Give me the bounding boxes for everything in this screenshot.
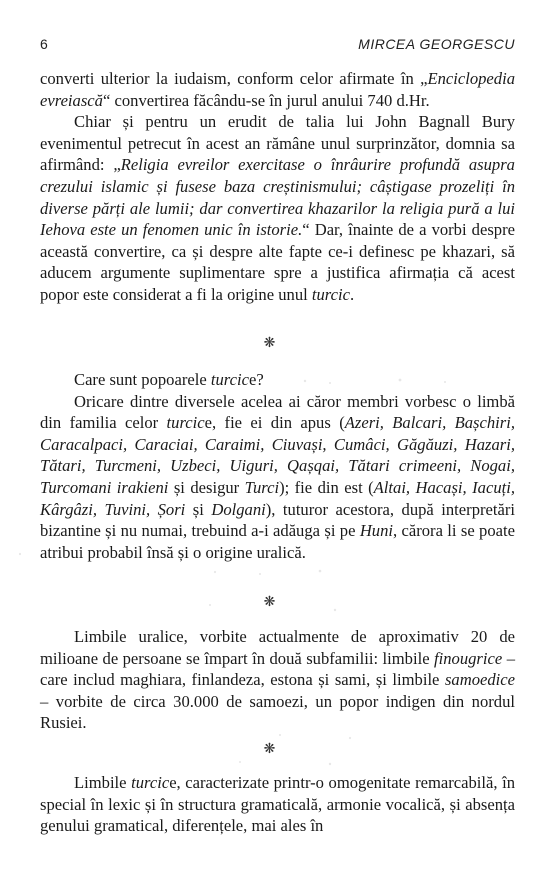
paragraph: converti ulterior la iudaism, conform celor afirmate în „Enciclopedia evreiască“ convertirea făcându-se în jurul anului 740 d.Hr. xyxy=(40,69,515,110)
asterism-ornament-icon: ❋ xyxy=(263,741,276,757)
paragraph: Care sunt popoarele turcice? xyxy=(74,370,264,389)
text-block-1 xyxy=(40,68,515,306)
paragraph: Oricare dintre diversele acelea ai căror membri vorbesc o limbă din familia celor turcice, fie ei din apus (Azeri, Balcari, Bașchiri, Caracalpaci, Caraciai, Caraimi, Ciuvași, Cumâci, Găgăuzi, Hazari, Tătari, Turcmeni, Uzbeci, Uiguri, Qașqai, Tătari crimeeni, Nogai, Turcomani irakieni și desigur Turci); fie din est (Altai, Hacași, Iacuți, Kârgâzi, Tuvini, Șori și Dolgani), tuturor acestora, după interpretări bizantine și nu numai, trebuind a-i adăuga și pe Huni, cărora li se poate atribui probabil însă și o origine uralică. xyxy=(40,391,515,562)
text-block-2 xyxy=(40,369,515,563)
paragraph: Limbile turcice, caracterizate printr-o omogenitate remarcabilă, în special în lexic și în structura gramaticală, armonie vocalică, și absența genului gramatical, diferențele, mai ales în xyxy=(40,773,515,836)
paragraph: Chiar și pentru un erudit de talia lui John Bagnall Bury evenimentul petrecut în acest an rămâne unul surprinzător, domnia sa afirmând: „Religia evreilor exercitase o înrâurire profundă asupra crezului islamic și fusese baza creștinismului; câștigase prozeliți în diverse părți ale lumii; dar convertirea khazarilor la religia pură a lui Iehova este un fenomen unic în istorie.“ Dar, înainte de a vorbi despre această convertire, ca și despre alte fapte ce-i definesc pe khazari, să aducem argumente suplimentare spre a justifica afirmația că acest popor este considerat a fi la origine unul turcic. xyxy=(40,112,515,304)
asterism-ornament-icon: ❋ xyxy=(263,594,276,610)
asterism-ornament-icon: ❋ xyxy=(263,335,276,351)
running-head: MIRCEA GEORGESCU xyxy=(358,36,515,52)
text-block-4 xyxy=(40,772,515,837)
text-block-3 xyxy=(40,626,515,734)
page-number: 6 xyxy=(40,36,48,52)
paragraph: Limbile uralice, vorbite actualmente de aproximativ 20 de milioane de persoane se împart în două subfamilii: limbile finougrice – care includ maghiara, finlandeza, estona și sami, și limbile samoedice – vorbite de circa 30.000 de samoezi, un popor indigen din nordul Rusiei. xyxy=(40,627,515,733)
